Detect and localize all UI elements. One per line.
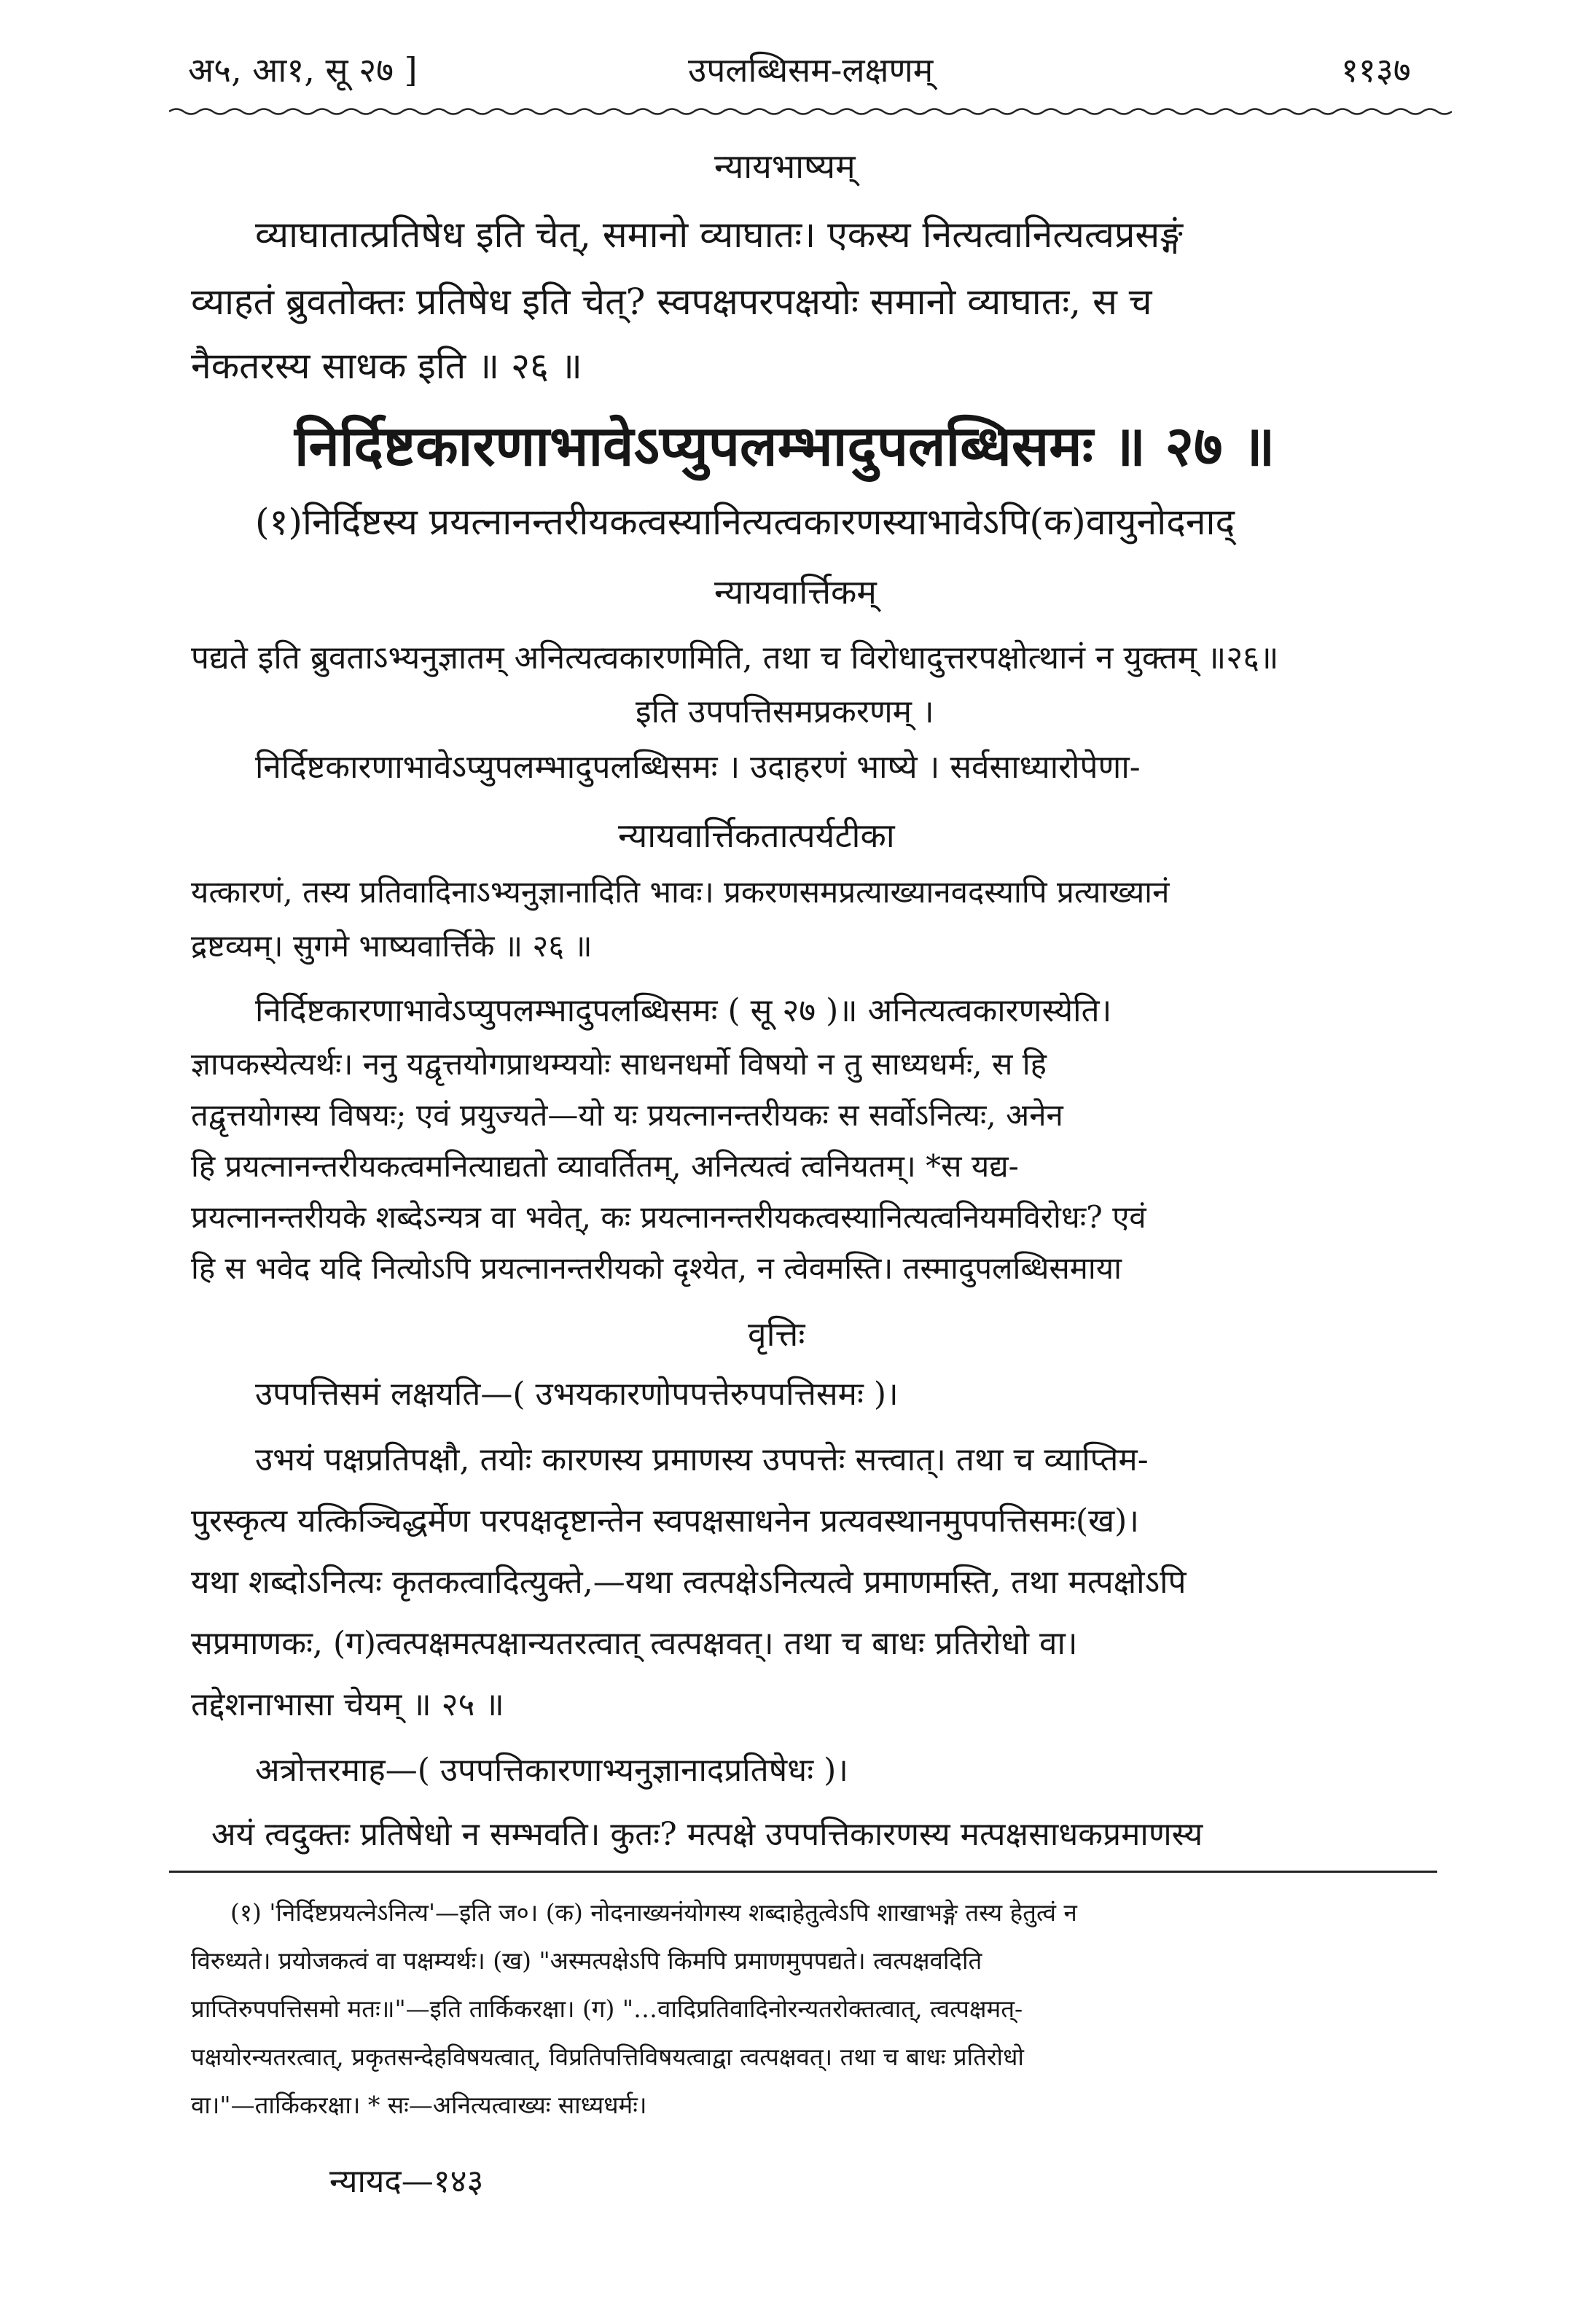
tika-line: तद्वृत्तयोगस्य विषयः; एवं प्रयुज्यते—यो यः प्रयत्नानन्तरीयकः स सर्वोऽनित्यः, अनेन xyxy=(191,1097,1063,1133)
vritti-line: पुरस्कृत्य यत्किञ्चिद्धर्मेण परपक्षदृष्टान्तेन स्वपक्षसाधनेन प्रत्यवस्थानमुपपत्तिसमः(ख)। xyxy=(191,1502,1139,1540)
tika-line: हि प्रयत्नानन्तरीयकत्वमनित्याद्यतो व्यावर्तितम्, अनित्यत्वं त्वनियतम्। *स यद्य- xyxy=(191,1148,1019,1184)
tika-line: द्रष्टव्यम्। सुगमे भाष्यवार्त्तिके ॥ २६ ॥ xyxy=(191,928,593,964)
tika-line: प्रयत्नानन्तरीयके शब्देऽन्यत्र वा भवेत्, कः प्रयत्नानन्तरीयकत्वस्यानित्यत्वनियमविरोधः? एवं xyxy=(191,1199,1146,1235)
footnote-line: पक्षयोरन्यतरत्वात्, प्रकृतसन्देहविषयत्वात्, विप्रतिपत्तिविषयत्वाद्वा त्वत्पक्षवत्। तथा च बाधः प्रतिरोधो xyxy=(191,2043,1024,2071)
vritti-line: उपपत्तिसमं लक्षयति—( उभयकारणोपपत्तेरुपपत्तिसमः )। xyxy=(255,1376,899,1413)
vartika-line: निर्दिष्टकारणाभावेऽप्युपलम्भादुपलब्धिसमः । उदाहरणं भाष्ये । सर्वसाध्यारोपेणा- xyxy=(255,749,1141,786)
footnote-line: प्राप्तिरुपपत्तिसमो मतः॥"—इति तार्किकरक्षा। (ग) "…वादिप्रतिवादिनोरन्यतरोक्तत्वात्, त्वत्पक्षमत्- xyxy=(191,1994,1023,2023)
signature-mark: न्यायद—१४३ xyxy=(329,2163,484,2200)
vritti-line: तद्देशनाभासा चेयम् ॥ २५ ॥ xyxy=(191,1686,504,1723)
tika-line: यत्कारणं, तस्य प्रतिवादिनाऽभ्यनुज्ञानादिति भावः। प्रकरणसमप्रत्याख्यानवदस्यापि प्रत्याख्यानं xyxy=(191,874,1170,910)
vartika-section-end: इति उपपत्तिसमप्रकरणम् । xyxy=(636,693,934,730)
footnote-line: विरुध्यते। प्रयोजकत्वं वा पक्षम्यर्थः। (ख) "अस्मत्पक्षेऽपि किमपि प्रमाणमुपपद्यते। त्वत्पक्षवदिति xyxy=(191,1946,982,1975)
bhashya-line: नैकतरस्य साधक इति ॥ २६ ॥ xyxy=(191,345,582,387)
header-reference: अ५, आ१, सू २७ ] xyxy=(188,50,418,90)
bhashya-line: व्याहतं ब्रुवतोक्तः प्रतिषेध इति चेत्? स्वपक्षपरपक्षयोः समानो व्याघातः, स च xyxy=(191,281,1152,323)
footnote-line: (१) 'निर्दिष्टप्रयत्नेऽनित्य'—इति ज०। (क) नोदनाख्यनंयोगस्य शब्दाहेतुत्वेऽपि शाखाभङ्गे तस्य हेतुत्वं न xyxy=(230,1898,1077,1927)
vritti-line: यथा शब्दोऽनित्यः कृतकत्वादित्युक्ते,—यथा त्वत्पक्षेऽनित्यत्वे प्रमाणमस्ति, तथा मत्पक्षोऽपि xyxy=(191,1564,1187,1601)
sutra-bhashya-line: (१)निर्दिष्टस्य प्रयत्नानन्तरीयकत्वस्यानित्यत्वकारणस्याभावेऽपि(क)वायुनोदनाद् xyxy=(255,501,1235,543)
tika-line: ज्ञापकस्येत्यर्थः। ननु यद्वृत्तयोगप्राथम्ययोः साधनधर्मो विषयो न तु साध्यधर्मः, स हि xyxy=(191,1046,1047,1082)
vritti-line: सप्रमाणकः, (ग)त्वत्पक्षमत्पक्षान्यतरत्वात् त्वत्पक्षवत्। तथा च बाधः प्रतिरोधो वा। xyxy=(191,1625,1078,1662)
vritti-line: अत्रोत्तरमाह—( उपपत्तिकारणाभ्यनुज्ञानादप्रतिषेधः )। xyxy=(255,1752,848,1789)
bhashya-heading: न्यायभाष्यम् xyxy=(714,147,856,186)
bhashya-line: व्याघातात्प्रतिषेध इति चेत्, समानो व्याघातः। एकस्य नित्यत्वानित्यत्वप्रसङ्गं xyxy=(255,214,1183,256)
vritti-heading: वृत्तिः xyxy=(748,1314,805,1354)
header-page-number: ११३७ xyxy=(1341,50,1411,90)
vritti-line: उभयं पक्षप्रतिपक्षौ, तयोः कारणस्य प्रमाणस्य उपपत्तेः सत्त्वात्। तथा च व्याप्तिम- xyxy=(255,1441,1149,1478)
footnote-line: वा।"—तार्किकरक्षा। * सः—अनित्यत्वाख्यः साध्यधर्मः। xyxy=(191,2091,647,2119)
tika-line: हि स भवेद यदि नित्योऽपि प्रयत्नानन्तरीयको दृश्येत, न त्वेवमस्ति। तस्मादुपलब्धिसमाया xyxy=(191,1250,1122,1286)
vritti-line: अयं त्वदुक्तः प्रतिषेधो न सम्भवति। कुतः? मत्पक्षे उपपत्तिकारणस्य मत्पक्षसाधकप्रमाणस्य xyxy=(211,1816,1203,1853)
tika-line: निर्दिष्टकारणाभावेऽप्युपलम्भादुपलब्धिसमः ( सू २७ )॥ अनित्यत्वकारणस्येति। xyxy=(255,992,1112,1029)
header-title: उपलब्धिसम-लक्षणम् xyxy=(688,50,934,90)
vartika-line: पद्यते इति ब्रुवताऽभ्यनुज्ञातम् अनित्यत्वकारणमिति, तथा च विरोधादुत्तरपक्षोत्थानं न युक्तम् ॥२६॥ xyxy=(191,639,1279,676)
vartika-heading: न्यायवार्त्तिकम् xyxy=(714,572,877,612)
footnote-rule xyxy=(169,1871,1437,1873)
header-wavy-rule xyxy=(169,106,1452,117)
tika-heading: न्यायवार्त्तिकतात्पर्यटीका xyxy=(618,816,895,855)
sutra-heading: निर्दिष्टकारणाभावेऽप्युपलम्भादुपलब्धिसमः ॥ २७ ॥ xyxy=(294,413,1275,478)
